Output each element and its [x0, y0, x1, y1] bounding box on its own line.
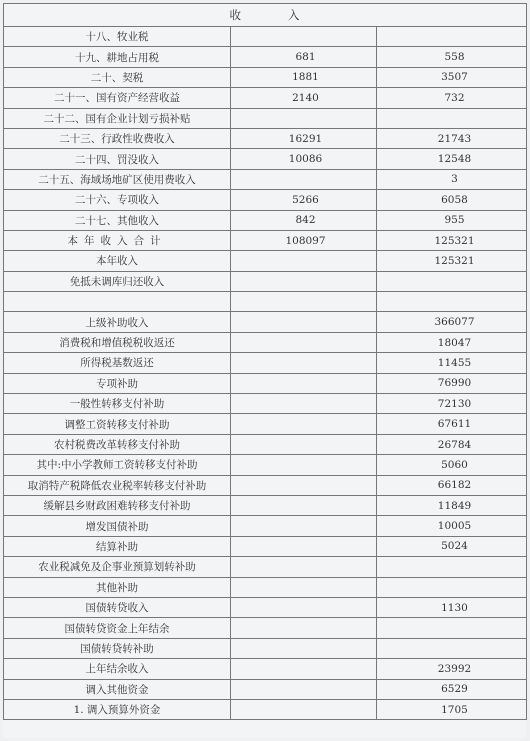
- table-row: [4, 618, 527, 638]
- col2-value: 5024: [377, 536, 527, 556]
- row-label: 二十、契税: [4, 67, 231, 87]
- col2-value: 26784: [377, 434, 527, 454]
- table-row: [4, 230, 527, 250]
- col1-value: [231, 373, 377, 393]
- col1-value: [231, 618, 377, 638]
- col1-value: [231, 292, 377, 312]
- row-label: 二十二、国有企业计划亏损补贴: [4, 108, 231, 128]
- row-label: 二十三、行政性收费收入: [4, 128, 231, 148]
- table-row: [4, 210, 527, 230]
- col1-value: 2140: [231, 88, 377, 108]
- col1-value: [231, 577, 377, 597]
- table-row: [4, 169, 527, 189]
- col1-value: [231, 251, 377, 271]
- col2-value: 6058: [377, 190, 527, 210]
- col1-value: [231, 169, 377, 189]
- col1-value: [231, 516, 377, 536]
- row-label: 二十四、罚没收入: [4, 149, 231, 169]
- col1-value: [231, 597, 377, 617]
- table-row: [4, 557, 527, 577]
- row-label: 消费税和增值税税收返还: [4, 332, 231, 352]
- col2-value: 3: [377, 169, 527, 189]
- row-label: 十八、牧业税: [4, 27, 231, 47]
- table-row: [4, 27, 527, 47]
- col1-value: [231, 638, 377, 658]
- col2-value: 6529: [377, 679, 527, 699]
- row-label: 二十一、国有资产经营收益: [4, 88, 231, 108]
- col1-value: [231, 394, 377, 414]
- row-label: 1. 调入预算外资金: [4, 699, 231, 719]
- row-label: 上级补助收入: [4, 312, 231, 332]
- row-label: 上年结余收入: [4, 659, 231, 679]
- col2-value: [377, 638, 527, 658]
- col2-value: 125321: [377, 230, 527, 250]
- col1-value: [231, 699, 377, 719]
- col2-value: 72130: [377, 394, 527, 414]
- col1-value: [231, 455, 377, 475]
- col2-value: 66182: [377, 475, 527, 495]
- col1-value: 16291: [231, 128, 377, 148]
- col2-value: 955: [377, 210, 527, 230]
- col1-value: [231, 332, 377, 352]
- table-row: [4, 373, 527, 393]
- col2-value: 18047: [377, 332, 527, 352]
- table-row: [4, 699, 527, 719]
- table-row: [4, 414, 527, 434]
- table-header: [4, 4, 527, 27]
- col1-value: [231, 353, 377, 373]
- row-label: 二十五、海域场地矿区使用费收入: [4, 169, 231, 189]
- row-label: 免抵未调库归还收入: [4, 271, 231, 291]
- row-label: 专项补助: [4, 373, 231, 393]
- col1-value: 1881: [231, 67, 377, 87]
- table-row: [4, 292, 527, 312]
- row-label: 农业税减免及企事业预算划转补助: [4, 557, 231, 577]
- table-row: [4, 394, 527, 414]
- table-row: [4, 332, 527, 352]
- row-label: 本年收入合计: [4, 230, 231, 250]
- col1-value: [231, 679, 377, 699]
- col1-value: [231, 27, 377, 47]
- col2-value: [377, 271, 527, 291]
- col2-value: 23992: [377, 659, 527, 679]
- row-label: 一般性转移支付补助: [4, 394, 231, 414]
- table-row: [4, 516, 527, 536]
- col1-value: 5266: [231, 190, 377, 210]
- row-label: 取消特产税降低农业税率转移支付补助: [4, 475, 231, 495]
- col1-value: [231, 659, 377, 679]
- table-row: [4, 679, 527, 699]
- col1-value: [231, 536, 377, 556]
- col1-value: [231, 414, 377, 434]
- col2-value: 12548: [377, 149, 527, 169]
- table-row: [4, 190, 527, 210]
- row-label: 调整工资转移支付补助: [4, 414, 231, 434]
- row-label: 国债转贷转补助: [4, 638, 231, 658]
- col2-value: 1130: [377, 597, 527, 617]
- row-label: 十九、耕地占用税: [4, 47, 231, 67]
- row-label: 本年收入: [4, 251, 231, 271]
- row-label: 所得税基数返还: [4, 353, 231, 373]
- col2-value: 11455: [377, 353, 527, 373]
- col2-value: 732: [377, 88, 527, 108]
- table-row: [4, 455, 527, 475]
- col2-value: 1705: [377, 699, 527, 719]
- table-row: [4, 353, 527, 373]
- table-row: [4, 271, 527, 291]
- table-row: [4, 475, 527, 495]
- col1-value: [231, 312, 377, 332]
- col1-value: [231, 475, 377, 495]
- revenue-table: [3, 3, 527, 720]
- row-label: 增发国债补助: [4, 516, 231, 536]
- col1-value: 10086: [231, 149, 377, 169]
- col2-value: 21743: [377, 128, 527, 148]
- col1-value: 842: [231, 210, 377, 230]
- table-row: [4, 88, 527, 108]
- col1-value: [231, 434, 377, 454]
- table-row: [4, 47, 527, 67]
- col2-value: 3507: [377, 67, 527, 87]
- col2-value: [377, 618, 527, 638]
- col2-value: [377, 557, 527, 577]
- col1-value: [231, 108, 377, 128]
- row-label: 调入其他资金: [4, 679, 231, 699]
- row-label: 结算补助: [4, 536, 231, 556]
- revenue-table-page: [3, 3, 526, 738]
- table-row: [4, 108, 527, 128]
- col1-value: [231, 557, 377, 577]
- col2-value: 76990: [377, 373, 527, 393]
- col1-value: [231, 495, 377, 515]
- col2-value: [377, 292, 527, 312]
- table-header-row: [4, 4, 527, 27]
- col2-value: 558: [377, 47, 527, 67]
- col2-value: 5060: [377, 455, 527, 475]
- row-label: 国债转贷资金上年结余: [4, 618, 231, 638]
- table-row: [4, 577, 527, 597]
- row-label: [4, 292, 231, 312]
- row-label: 农村税费改革转移支付补助: [4, 434, 231, 454]
- col2-value: 125321: [377, 251, 527, 271]
- col2-value: 10005: [377, 516, 527, 536]
- table-row: [4, 536, 527, 556]
- table-row: [4, 597, 527, 617]
- table-row: [4, 312, 527, 332]
- col1-value: [231, 271, 377, 291]
- row-label: 二十七、其他收入: [4, 210, 231, 230]
- col2-value: [377, 27, 527, 47]
- table-row: [4, 128, 527, 148]
- col1-value: 108097: [231, 230, 377, 250]
- table-row: [4, 67, 527, 87]
- col2-value: 366077: [377, 312, 527, 332]
- col2-value: 67611: [377, 414, 527, 434]
- row-label: 其他补助: [4, 577, 231, 597]
- col2-value: 11849: [377, 495, 527, 515]
- table-row: [4, 149, 527, 169]
- table-row: [4, 638, 527, 658]
- table-row: [4, 495, 527, 515]
- col2-value: [377, 108, 527, 128]
- col2-value: [377, 577, 527, 597]
- row-label: 其中:中小学教师工资转移支付补助: [4, 455, 231, 475]
- table-row: [4, 659, 527, 679]
- header-char-1: 收: [229, 8, 242, 22]
- row-label: 二十六、专项收入: [4, 190, 231, 210]
- header-char-2: 入: [288, 8, 301, 22]
- col1-value: 681: [231, 47, 377, 67]
- table-row: [4, 251, 527, 271]
- table-row: [4, 434, 527, 454]
- row-label: 缓解县乡财政困难转移支付补助: [4, 495, 231, 515]
- row-label: 国债转贷收入: [4, 597, 231, 617]
